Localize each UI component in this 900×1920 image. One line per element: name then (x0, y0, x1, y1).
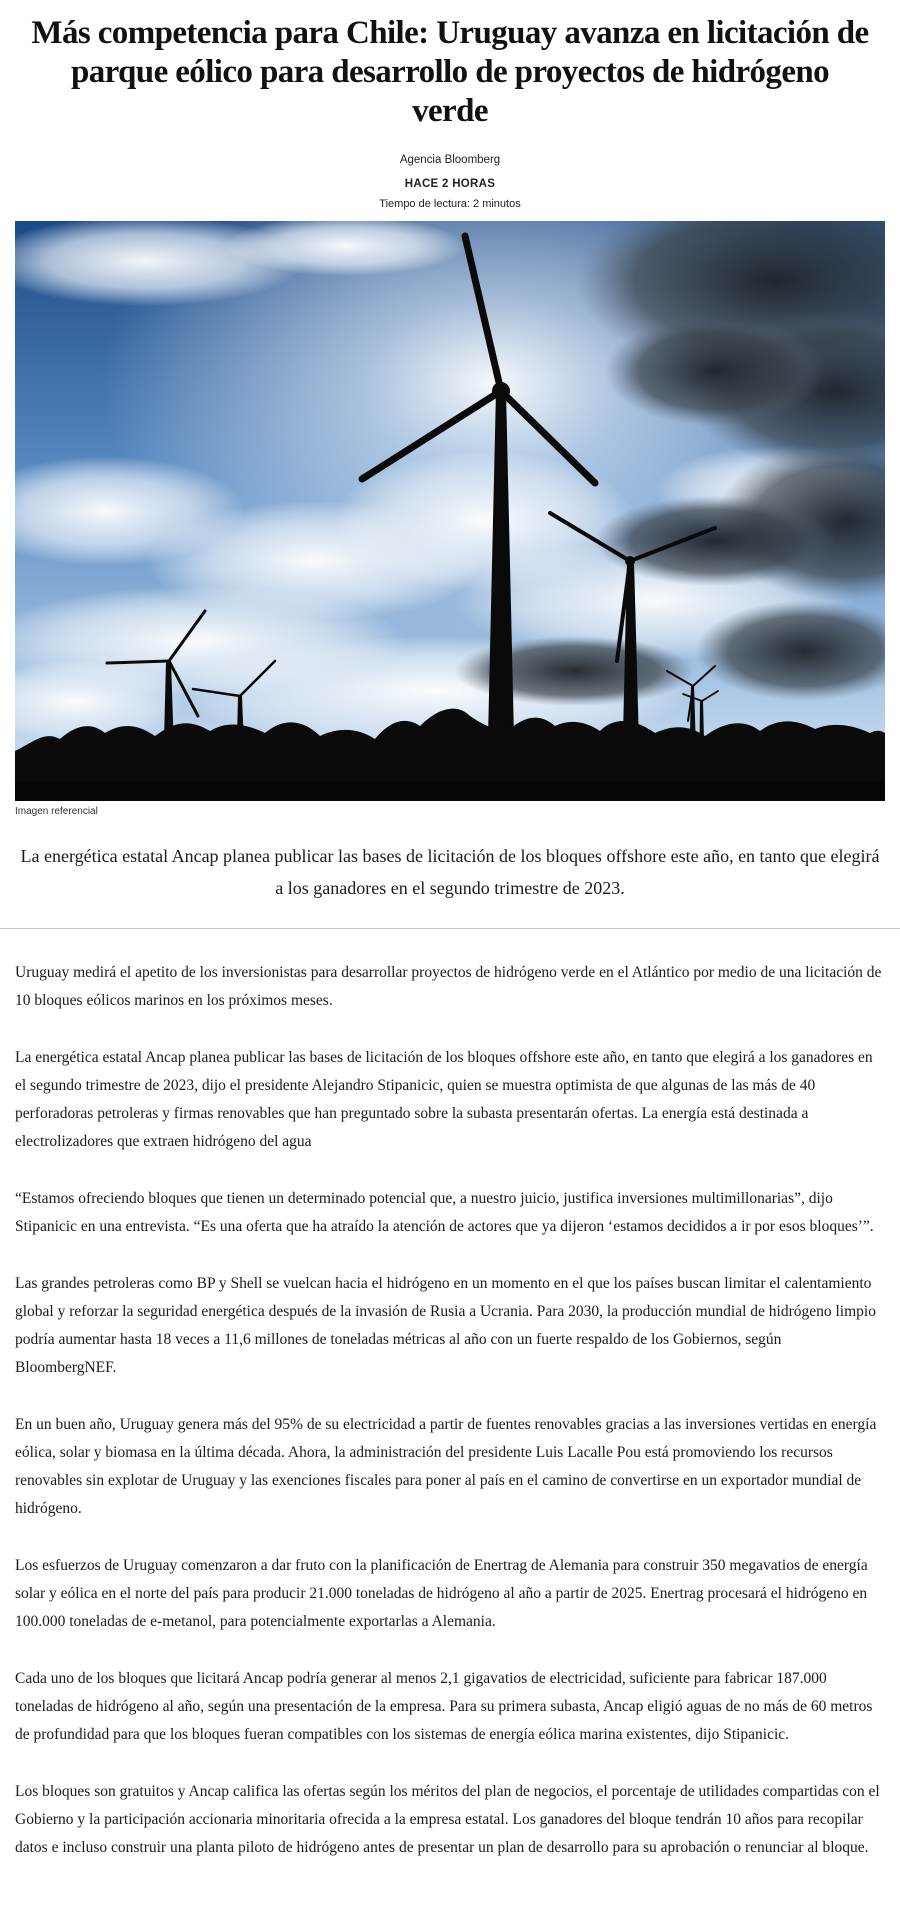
article-meta (0, 153, 900, 211)
paragraph: En un buen año, Uruguay genera más del 95% de su electricidad a partir de fuentes renovables gracias a las inversiones vertidas en energía eólica, solar y biomasa en la última década. Ahora, la administración del presidente Luis Lacalle Pou está promoviendo los recursos renovables sin explotar de Uruguay y las exenciones fiscales para poner al país en el camino de convertirse en un exportador mundial de hidrógeno. (15, 1416, 877, 1517)
paragraph: Los bloques son gratuitos y Ancap califica las ofertas según los méritos del plan de negocios, el porcentaje de utilidades compartidas con el Gobierno y la participación accionaria minoritaria ofrecida a la empresa estatal. Los ganadores del bloque tendrán 10 años para recopilar datos e incluso construir una planta piloto de hidrógeno antes de presentar un plan de desarrollo para su aprobación o renunciar al bloque. (15, 1783, 880, 1856)
reading-time: Tiempo de lectura: 2 minutos (379, 198, 521, 210)
paragraph: Las grandes petroleras como BP y Shell se vuelcan hacia el hidrógeno en un momento en el que los países buscan limitar el calentamiento global y reforzar la seguridad energética después de la invasión de Rusia a Ucrania. Para 2030, la producción mundial de hidrógeno limpio podría aumentar hasta 18 veces a 11,6 millones de toneladas métricas al año con un fuerte respaldo de los Gobiernos, según BloombergNEF. (15, 1275, 876, 1376)
paragraph: “Estamos ofreciendo bloques que tienen un determinado potencial que, a nuestro juicio, justifica inversiones multimillonarias”, dijo Stipanicic en una entrevista. “Es una oferta que ha atraído la atención de actores que ya dijeron ‘estamos decididos a ir por esos bloques’”. (15, 1190, 874, 1235)
ground (15, 781, 885, 801)
divider (0, 928, 900, 929)
article-body (0, 959, 900, 1862)
article-author[interactable]: Agencia Bloomberg (399, 154, 501, 166)
image-caption: Imagen referencial (15, 806, 98, 817)
paragraph: La energética estatal Ancap planea publicar las bases de licitación de los bloques offshore este año, en tanto que elegirá a los ganadores en el segundo trimestre de 2023, dijo el presidente Alejandro Stipanicic, quien se muestra optimista de que algunas de las más de 40 perforadoras petroleras y firmas renovables que han preguntado sobre la subasta presentarán ofertas. La energía está destinada a electrolizadores que extraen hidrógeno del agua (15, 1049, 873, 1150)
article-timestamp: HACE 2 HORAS (404, 178, 496, 190)
hero-image (15, 221, 885, 801)
paragraph: Cada uno de los bloques que licitará Ancap podría generar al menos 2,1 gigavatios de electricidad, suficiente para fabricar 187.000 toneladas de hidrógeno al año, según una presentación de la empresa. Para su primera subasta, Ancap eligió aguas de no más de 60 metros de profundidad para que los bloques fueran compatibles con los sistemas de energía eólica marina existentes, dijo Stipanicic. (15, 1670, 873, 1743)
paragraph: Los esfuerzos de Uruguay comenzaron a dar fruto con la planificación de Enertrag de Alemania para construir 350 megavatios de energía solar y eólica en el norte del país para producir 21.000 toneladas de hidrógeno al año a partir de 2025. Enertrag procesará el hidrógeno en 100.000 toneladas de e-metanol, para potencialmente exportarlas a Alemania. (15, 1557, 868, 1630)
paragraph: Uruguay medirá el apetito de los inversionistas para desarrollar proyectos de hidrógeno verde en el Atlántico por medio de una licitación de 10 bloques eólicos marinos en los próximos meses. (15, 964, 882, 1009)
article-headline: Más competencia para Chile: Uruguay avanza en licitación de parque eólico para desarrollo de proyectos de hidrógeno verde (31, 15, 869, 129)
article-lead: La energética estatal Ancap planea publicar las bases de licitación de los bloques offshore este año, en tanto que elegirá a los ganadores en el segundo trimestre de 2023. (20, 846, 880, 898)
